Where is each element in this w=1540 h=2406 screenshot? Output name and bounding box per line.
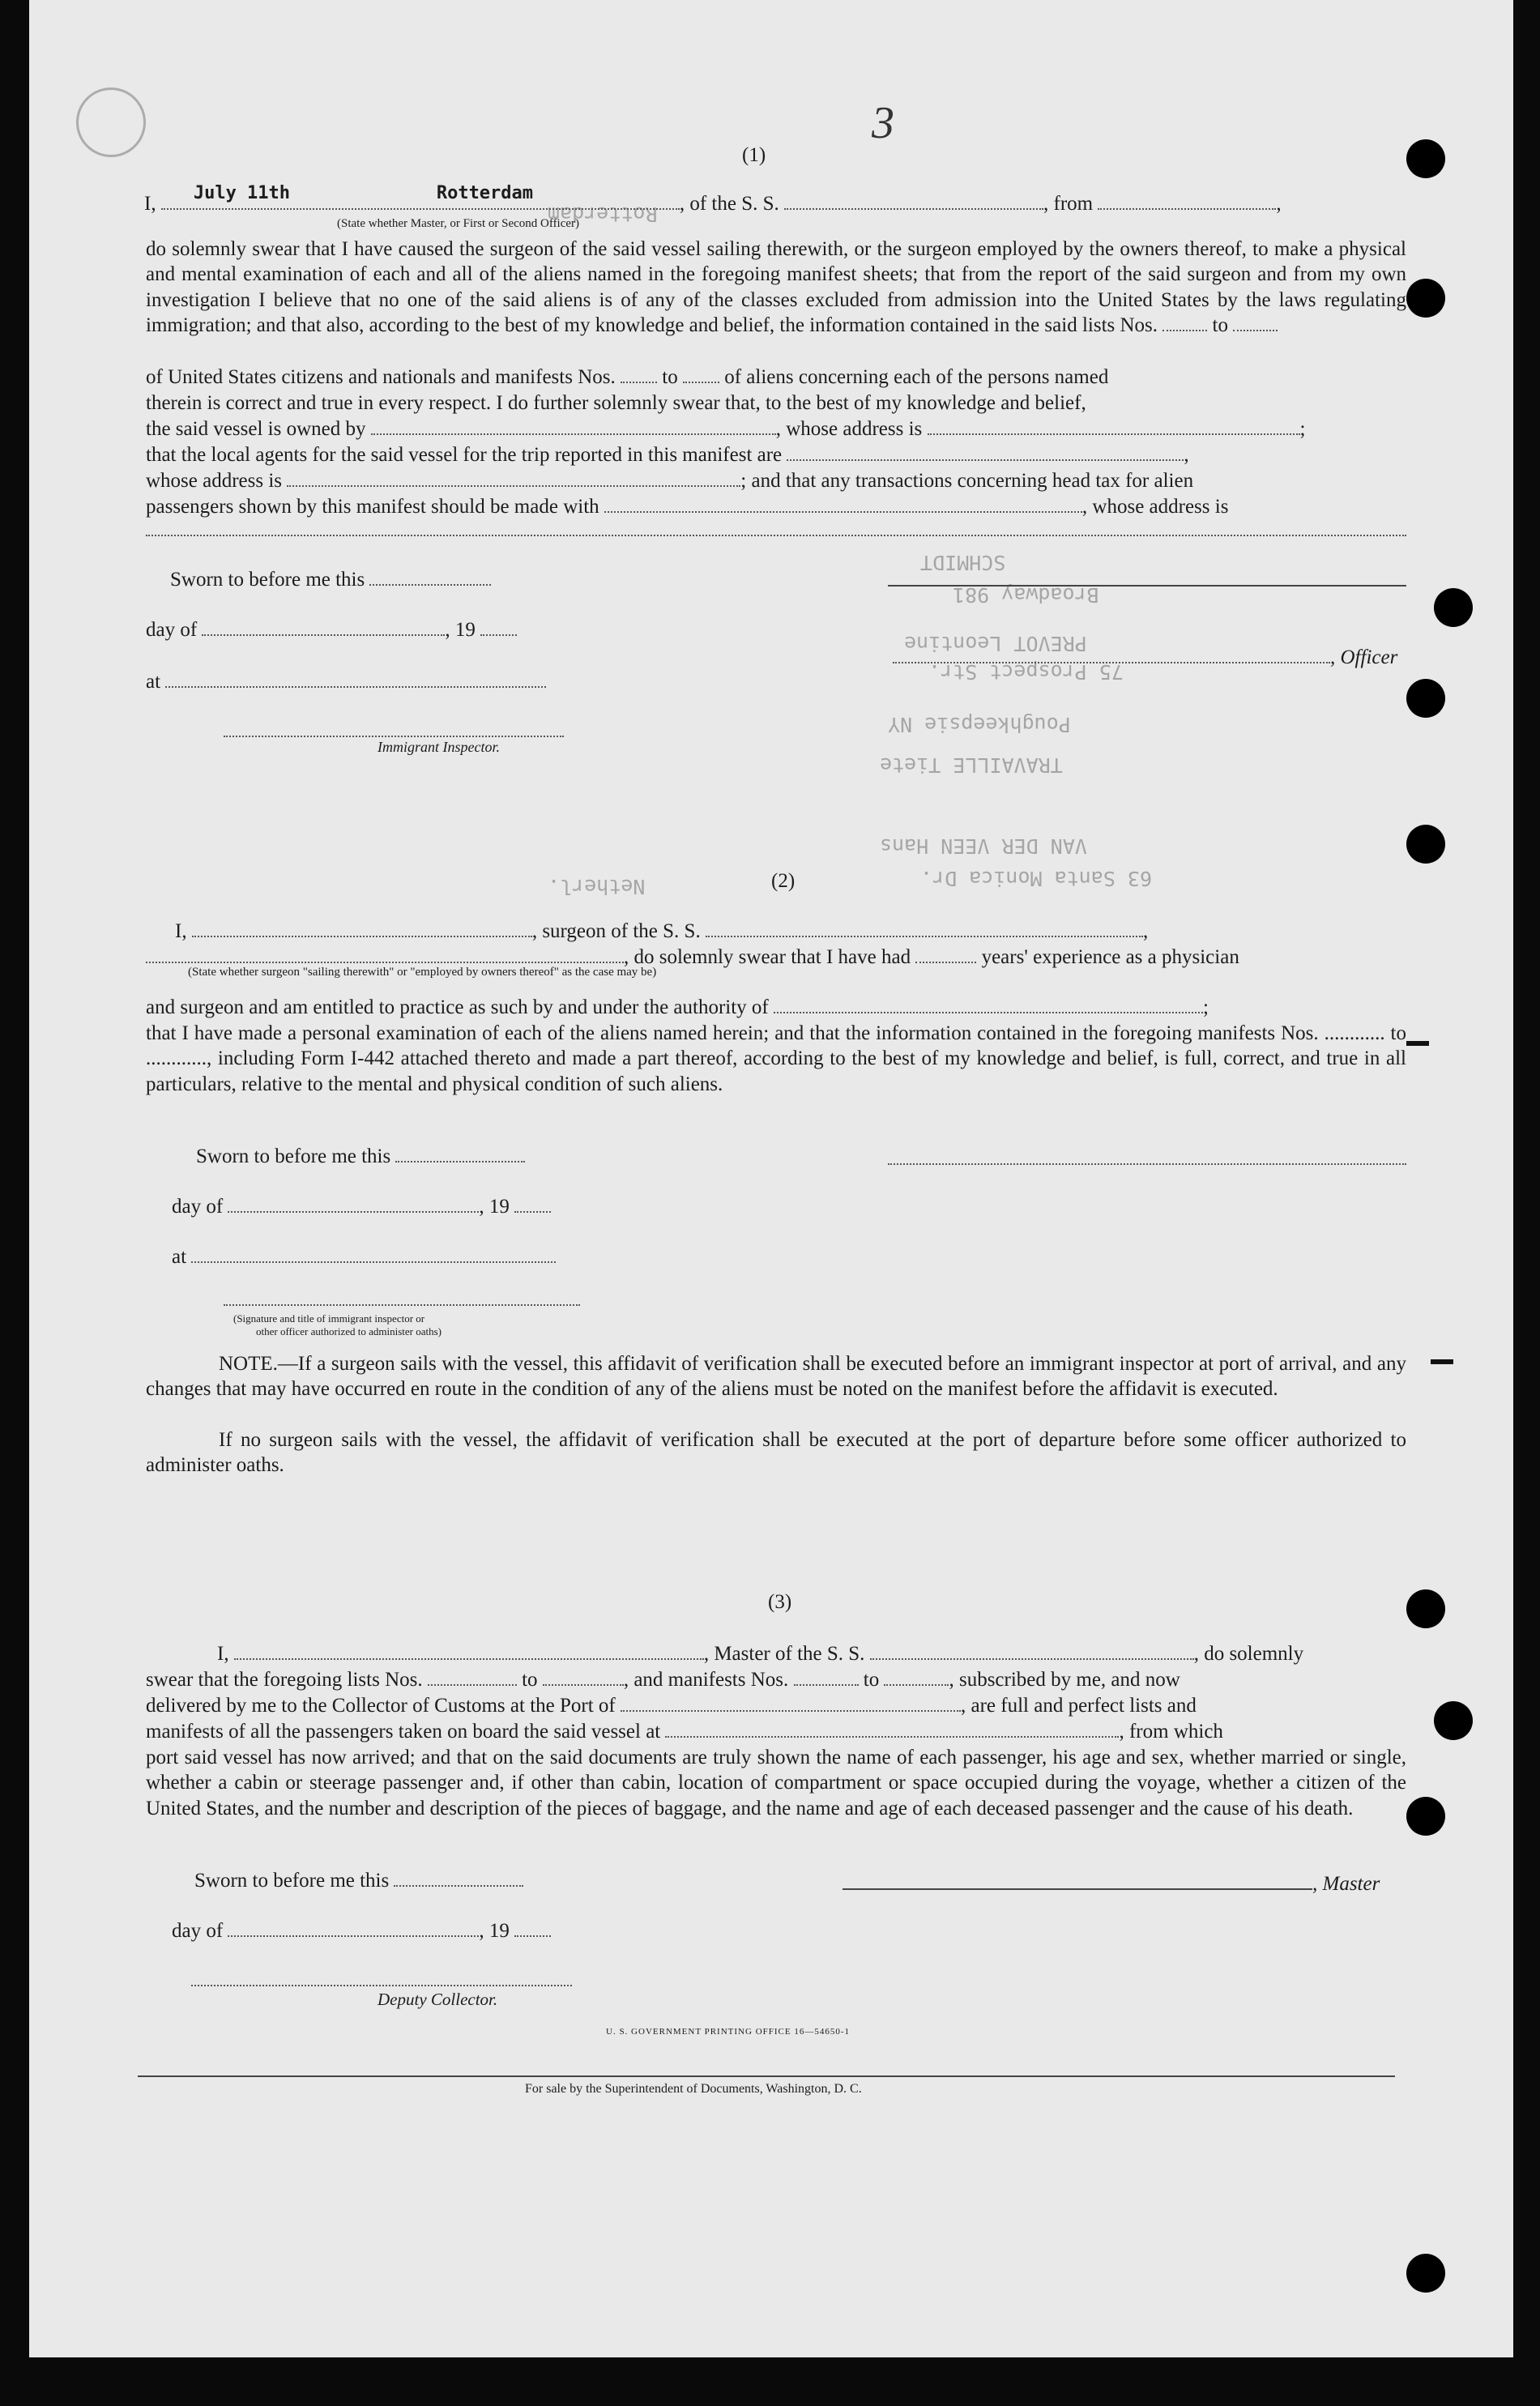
text: Sworn to before me this bbox=[170, 569, 365, 591]
bleed-through-text: VAN DER VEEN Hans bbox=[880, 834, 1087, 858]
officer-line bbox=[893, 645, 1397, 670]
text: , of the S. S. bbox=[679, 193, 779, 215]
faint-stamp bbox=[76, 87, 146, 157]
from-field[interactable] bbox=[1098, 192, 1276, 210]
text: of aliens concerning each of the persons named bbox=[724, 366, 1109, 388]
field-caption: (State whether Master, or First or Second Officer) bbox=[337, 217, 580, 230]
manifests-to-field[interactable] bbox=[683, 365, 719, 383]
section-number: (2) bbox=[771, 870, 796, 892]
officer-field[interactable] bbox=[893, 646, 1330, 663]
handwritten-note: 3 bbox=[872, 98, 894, 148]
text: delivered by me to the Collector of Customs at the Port of bbox=[146, 1695, 616, 1717]
surgeon-name-field[interactable] bbox=[192, 919, 532, 937]
text: day of bbox=[146, 619, 198, 641]
year-field[interactable] bbox=[514, 1919, 551, 1937]
bleed-through-text: SCHMIDT bbox=[920, 551, 1006, 574]
text: I, bbox=[144, 193, 156, 215]
punch-hole bbox=[1406, 1797, 1445, 1836]
master-line bbox=[217, 1641, 1303, 1666]
citizens-line bbox=[146, 365, 1108, 390]
text: I, bbox=[175, 920, 187, 942]
owner-address-field[interactable] bbox=[928, 417, 1300, 435]
text: swear that the foregoing lists Nos. bbox=[146, 1669, 423, 1691]
address-underline bbox=[146, 535, 1406, 536]
master-vessel-field[interactable] bbox=[870, 1642, 1194, 1660]
bleed-through-text: TRAVAILLE Tiete bbox=[880, 753, 1063, 777]
day-field[interactable] bbox=[228, 1195, 479, 1213]
sworn-text bbox=[196, 1144, 525, 1169]
text: day of bbox=[172, 1920, 224, 1942]
master-signature-line bbox=[843, 1871, 1380, 1896]
sworn-date-field[interactable] bbox=[395, 1145, 525, 1162]
year-field[interactable] bbox=[480, 618, 517, 636]
embarkation-line bbox=[146, 1719, 1223, 1744]
text: , bbox=[1184, 444, 1189, 466]
text: day of bbox=[172, 1196, 224, 1218]
signature-line bbox=[888, 585, 1406, 587]
year-field[interactable] bbox=[514, 1195, 551, 1213]
text: at bbox=[172, 1246, 187, 1268]
at-field[interactable] bbox=[191, 1245, 556, 1263]
manifests-from-field[interactable] bbox=[794, 1668, 859, 1686]
surgeon-type-field[interactable] bbox=[146, 945, 624, 963]
text: at bbox=[146, 671, 161, 693]
sworn-text bbox=[194, 1868, 523, 1893]
agents-address-field[interactable] bbox=[287, 469, 740, 487]
day-of-line bbox=[172, 1194, 551, 1219]
port-field[interactable] bbox=[621, 1694, 961, 1712]
text: , do solemnly swear that I have had bbox=[624, 946, 911, 968]
agents-address-line bbox=[146, 468, 1193, 493]
port-line bbox=[146, 1693, 1197, 1718]
inspector-caption: Immigrant Inspector. bbox=[378, 739, 500, 755]
sworn-date-field[interactable] bbox=[394, 1869, 523, 1887]
owned-by-line bbox=[146, 416, 1305, 442]
text: to bbox=[863, 1669, 880, 1691]
edge-mark bbox=[1431, 1359, 1453, 1364]
text: the said vessel is owned by bbox=[146, 418, 366, 440]
document-page bbox=[29, 0, 1513, 2357]
surgeon-line bbox=[175, 919, 1148, 944]
lists-to-field[interactable] bbox=[543, 1668, 624, 1686]
text: , surgeon of the S. S. bbox=[531, 920, 701, 942]
authority-line bbox=[146, 995, 1209, 1020]
master-paragraph: port said vessel has now arrived; and that on the said documents are truly shown the name of each passenger, his age and sex, whether married or single, whether a cabin or steerage passenger and, if other than cabin, location of compartment or space occupied during the voyage, whether a citizen of the United States, and the number and description of the pieces of baggage, and the name and age of each deceased passenger and the cause of his death. bbox=[146, 1747, 1406, 1819]
day-field[interactable] bbox=[202, 618, 445, 636]
edge-mark bbox=[1406, 1041, 1429, 1046]
signature-caption: (Signature and title of immigrant inspector or bbox=[233, 1312, 425, 1325]
authority-field[interactable] bbox=[774, 996, 1203, 1013]
lists-to-field[interactable] bbox=[1233, 314, 1278, 331]
day-field[interactable] bbox=[228, 1919, 479, 1937]
punch-hole bbox=[1406, 679, 1445, 718]
section-number: (1) bbox=[742, 144, 766, 166]
note-paragraph bbox=[146, 1427, 1406, 1478]
inspector-signature-line bbox=[224, 736, 564, 737]
text: , bbox=[1276, 193, 1282, 215]
text: years' experience as a physician bbox=[981, 946, 1239, 968]
text: to bbox=[522, 1669, 538, 1691]
bleed-through-text: Netherl. bbox=[548, 875, 646, 898]
signature-line bbox=[888, 1163, 1406, 1165]
punch-hole bbox=[1434, 588, 1473, 627]
manifests-from-field[interactable] bbox=[621, 365, 657, 383]
punch-hole bbox=[1406, 279, 1445, 318]
text: , subscribed by me, and now bbox=[949, 1669, 1180, 1691]
text: to bbox=[1212, 314, 1228, 336]
text: Sworn to before me this bbox=[194, 1870, 390, 1892]
oath-paragraph bbox=[146, 237, 1406, 358]
text: ; bbox=[1203, 996, 1209, 1018]
text: , are full and perfect lists and bbox=[961, 1695, 1197, 1717]
lists-from-field[interactable] bbox=[428, 1668, 517, 1686]
punch-hole bbox=[1406, 1589, 1445, 1628]
inspector-signature-line bbox=[224, 1304, 580, 1306]
punch-hole bbox=[1434, 1701, 1473, 1740]
handwritten-place: Rotterdam bbox=[436, 183, 534, 203]
section-number: (3) bbox=[768, 1591, 792, 1613]
agents-line bbox=[146, 442, 1189, 467]
bleed-through-text: 63 Santa Monica Dr. bbox=[920, 867, 1152, 890]
signature-caption: other officer authorized to administer oaths) bbox=[256, 1325, 442, 1337]
text: manifests of all the passengers taken on board the said vessel at bbox=[146, 1721, 661, 1743]
at-field[interactable] bbox=[165, 670, 546, 688]
master-name-field[interactable] bbox=[234, 1642, 704, 1660]
master-line bbox=[144, 183, 1282, 216]
head-tax-contact-field[interactable] bbox=[604, 495, 1082, 513]
text: that the local agents for the said vessel for the trip reported in this manifest are bbox=[146, 444, 783, 466]
text: , 19 bbox=[445, 619, 476, 641]
embarkation-field[interactable] bbox=[665, 1720, 1119, 1738]
footer-rule bbox=[138, 2075, 1395, 2077]
at-line bbox=[172, 1244, 556, 1269]
text: , 19 bbox=[479, 1920, 510, 1942]
text: , from bbox=[1043, 193, 1094, 215]
text: ; bbox=[1299, 418, 1306, 440]
bleed-through-text: 75 Prospect Str. bbox=[928, 660, 1124, 684]
master-signature-field[interactable] bbox=[843, 1872, 1312, 1890]
bleed-through-text: Rotterdam bbox=[548, 203, 658, 226]
lists-from-field[interactable] bbox=[1162, 314, 1207, 331]
master-field[interactable] bbox=[161, 183, 680, 210]
sworn-text bbox=[170, 567, 491, 592]
text: , 19 bbox=[479, 1196, 510, 1218]
at-line bbox=[146, 669, 546, 694]
punch-hole bbox=[1406, 825, 1445, 864]
text: passengers shown by this manifest should be made with bbox=[146, 496, 599, 518]
text: , and manifests Nos. bbox=[623, 1669, 789, 1691]
collector-caption: Deputy Collector. bbox=[378, 1990, 498, 2009]
punch-hole bbox=[1406, 2254, 1445, 2293]
text: , Master bbox=[1312, 1873, 1380, 1895]
text: and surgeon and am entitled to practice as such by and under the authority of bbox=[146, 996, 769, 1018]
text: of United States citizens and nationals and manifests Nos. bbox=[146, 366, 616, 388]
text: ; and that any transactions concerning head tax for alien bbox=[740, 470, 1194, 492]
agents-field[interactable] bbox=[787, 443, 1184, 461]
text: If no surgeon sails with the vessel, the affidavit of verification shall be executed at the port of departure before some officer authorized to administer oaths. bbox=[146, 1429, 1406, 1477]
bleed-through-text: Broadway 981 bbox=[953, 583, 1099, 607]
years-field[interactable] bbox=[915, 945, 976, 963]
field-caption: (State whether surgeon "sailing therewith" or "employed by owners thereof" as the case may be) bbox=[188, 966, 657, 979]
vessel-field[interactable] bbox=[784, 192, 1043, 210]
text: do solemnly swear that I have caused the surgeon of the said vessel sailing therewith, or the surgeon employed by the owners thereof, to make a physical and mental examination of each and all of the aliens named in the foregoing manifest sheets; that from the report of the said surgeon and from my own investigation I believe that no one of the said aliens is of any of the classes excluded from admission into the United States by the laws regulating immigration; and that also, according to the best of my knowledge and belief, the information contained in the said lists Nos. bbox=[146, 238, 1406, 336]
text: to bbox=[662, 366, 678, 388]
text: , do solemnly bbox=[1193, 1643, 1304, 1665]
text: I, bbox=[217, 1643, 229, 1665]
handwritten-date: July 11th bbox=[193, 183, 291, 203]
bleed-through-text: PREVOT Leontine bbox=[904, 632, 1087, 655]
text: whose address is bbox=[146, 470, 283, 492]
collector-signature-line bbox=[191, 1985, 572, 1986]
head-tax-line bbox=[146, 494, 1228, 519]
note-paragraph bbox=[146, 1351, 1406, 1402]
sale-notice: For sale by the Superintendent of Documents, Washington, D. C. bbox=[525, 2082, 862, 2096]
text: , Master of the S. S. bbox=[703, 1643, 865, 1665]
correct-line: therein is correct and true in every respect. I do further solemnly swear that, to the best of my knowledge and belief, bbox=[146, 392, 1086, 414]
punch-hole bbox=[1406, 139, 1445, 178]
owner-field[interactable] bbox=[371, 417, 776, 435]
text: Sworn to before me this bbox=[196, 1145, 391, 1167]
sworn-date-field[interactable] bbox=[369, 568, 491, 586]
surgeon-paragraph: that I have made a personal examination of each of the aliens named herein; and that the information contained in the foregoing manifests Nos. ............ to ............, including Form I-442 attached thereto and made a part thereof, according to the best of my knowledge and belief, is full, correct, and true in all particulars, relative to the mental and physical condition of such aliens. bbox=[146, 1022, 1406, 1095]
printing-office: U. S. GOVERNMENT PRINTING OFFICE 16—54650-1 bbox=[606, 2027, 851, 2037]
text: , from which bbox=[1119, 1721, 1223, 1743]
text: , whose address is bbox=[1081, 496, 1229, 518]
surgeon-vessel-field[interactable] bbox=[706, 919, 1143, 937]
lists-line bbox=[146, 1667, 1180, 1692]
text: , Officer bbox=[1330, 646, 1398, 668]
text: , bbox=[1142, 920, 1149, 942]
bleed-through-text: Poughkeepsie NY bbox=[888, 713, 1071, 736]
text: , whose address is bbox=[775, 418, 923, 440]
day-of-line bbox=[172, 1918, 551, 1943]
text: NOTE.—If a surgeon sails with the vessel, this affidavit of verification shall be executed before an immigrant inspector at port of arrival, and any changes that may have occurred en route in the condition of any of the aliens must be noted on the manifest before the affidavit is executed. bbox=[146, 1353, 1406, 1401]
manifests-to-field[interactable] bbox=[884, 1668, 949, 1686]
day-of-line bbox=[146, 617, 517, 642]
